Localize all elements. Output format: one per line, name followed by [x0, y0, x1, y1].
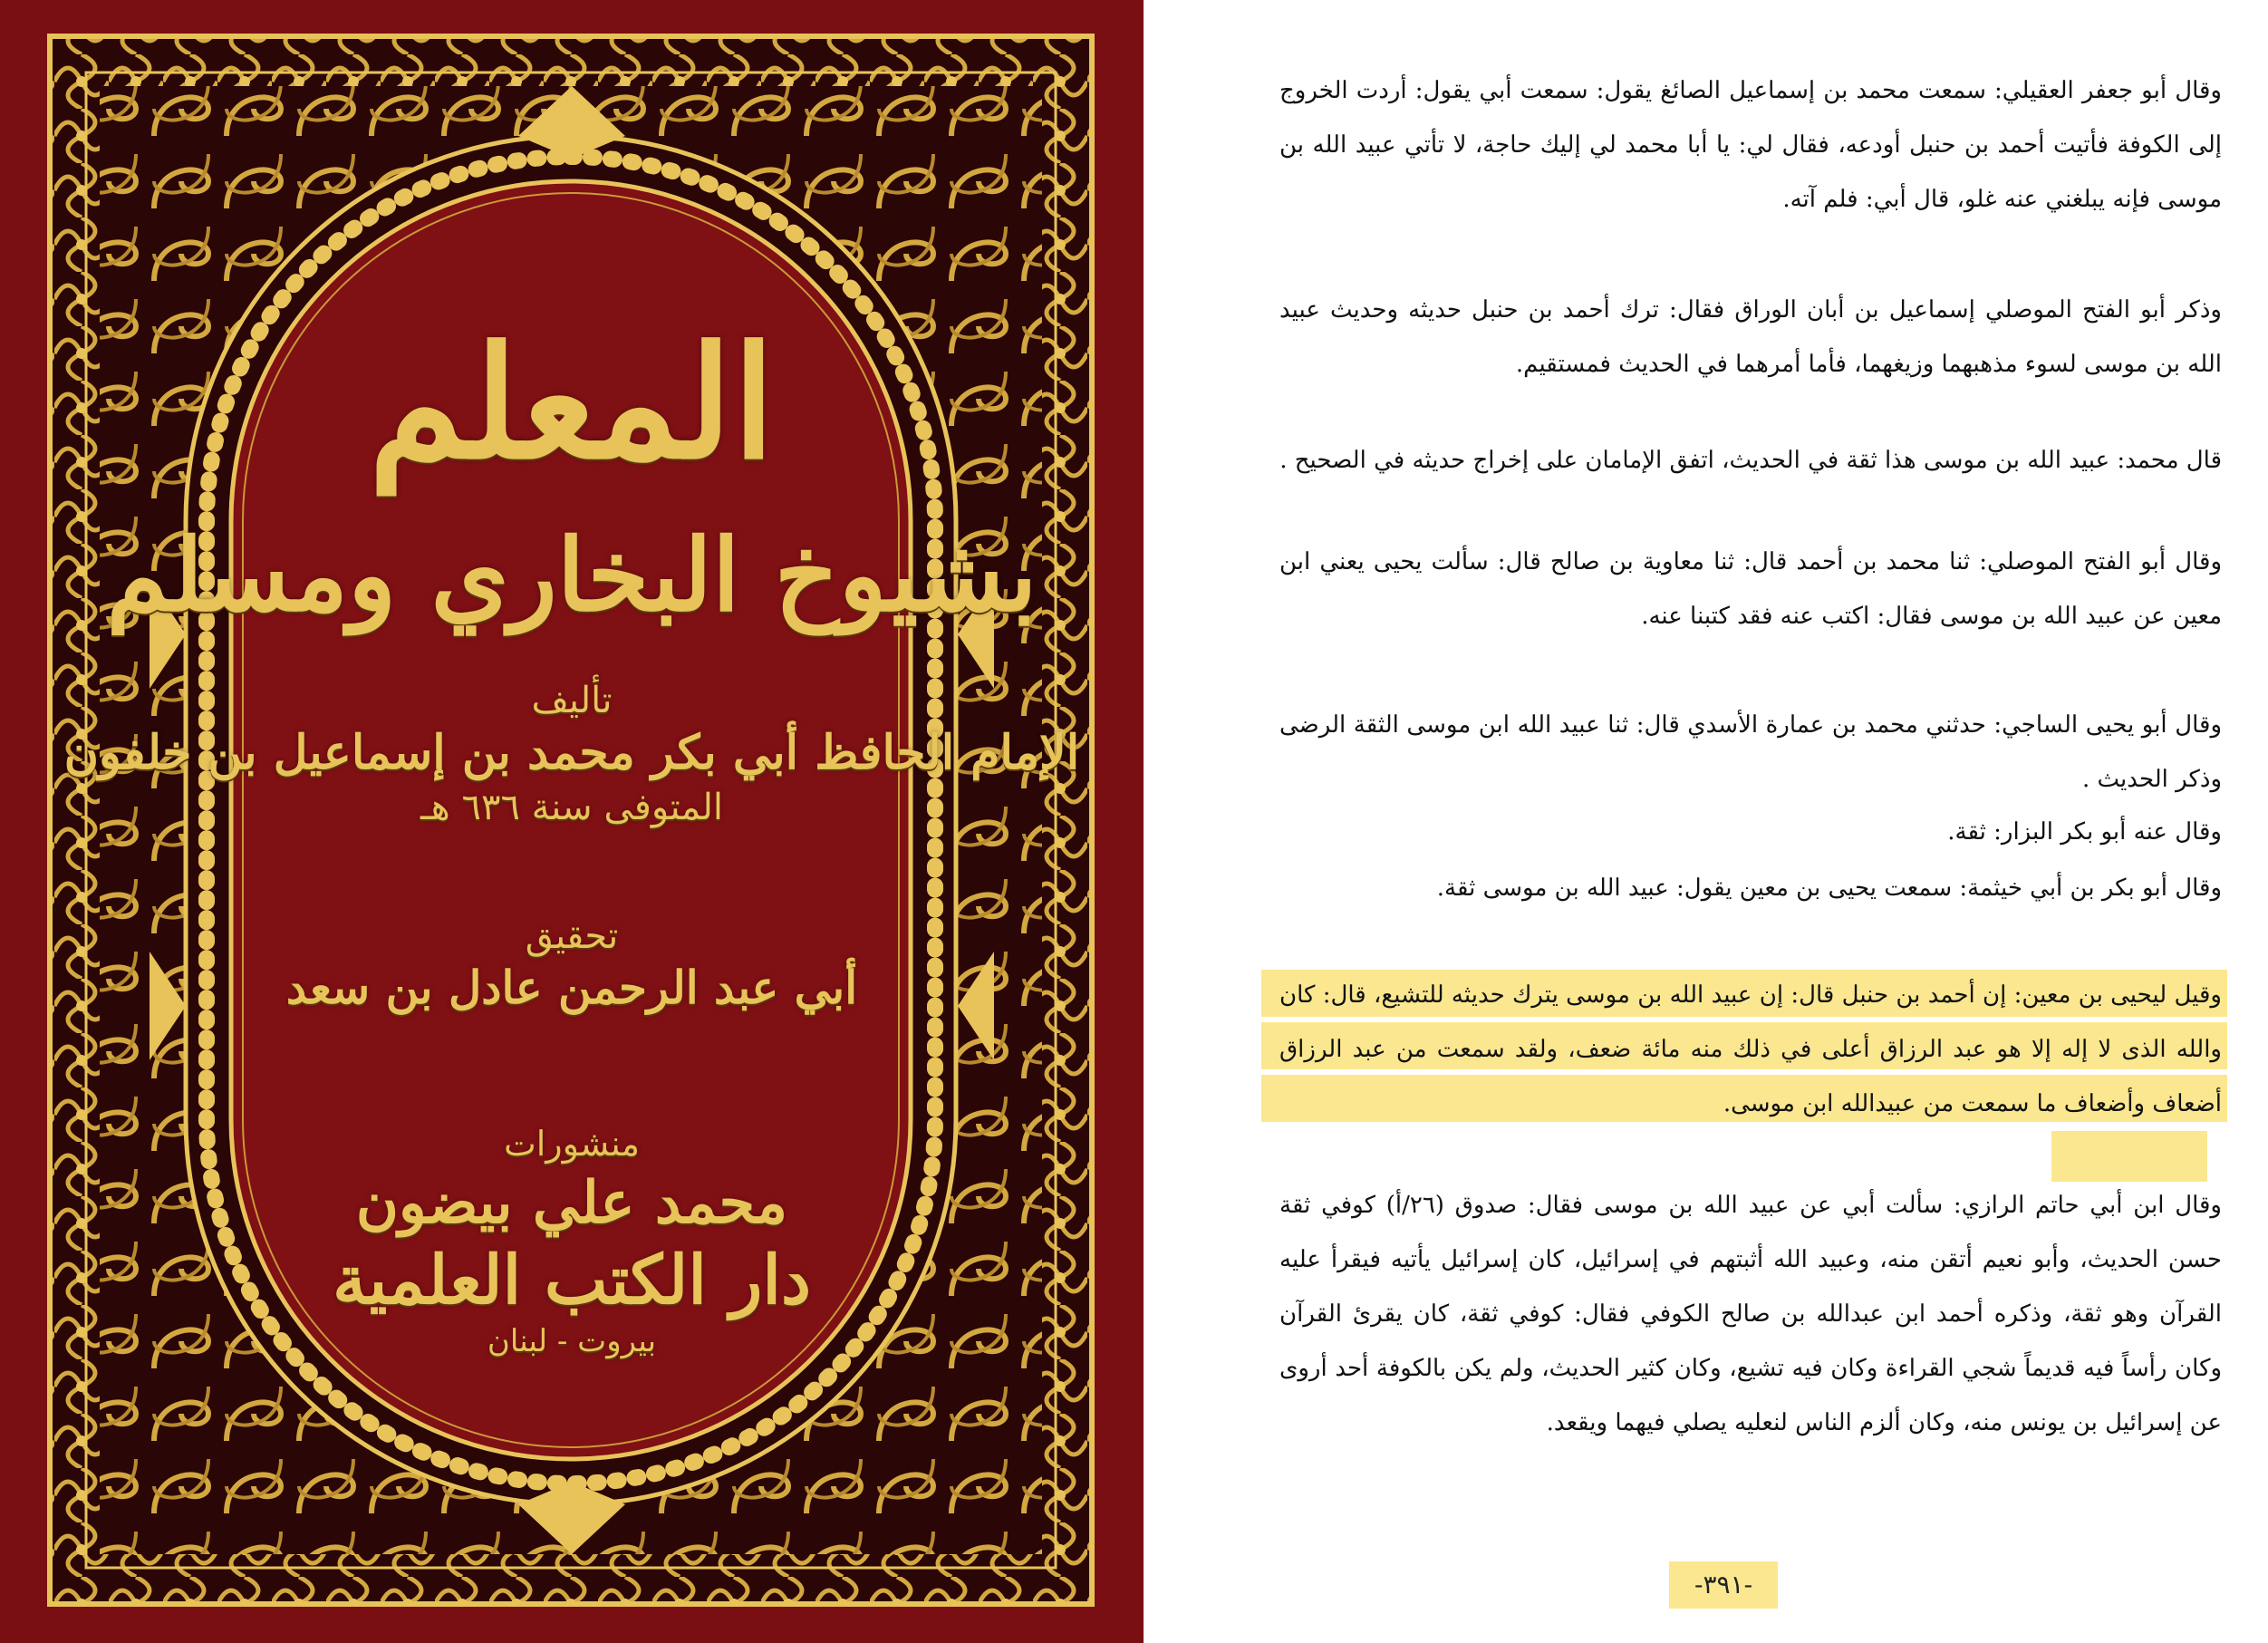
cover-publisher-name: محمد علي بيضون [355, 1169, 788, 1237]
cover-subtitle: بشيوخ البخاري ومسلم [106, 517, 1037, 633]
paragraph: وقال ابن أبي حاتم الرازي: سألت أبي عن عبيد الله بن موسى فقال: صدوق (٢٦/أ) كوفي ثقة حسن الحديث، وأبو نعيم أتقن منه، وعبيد الله أثبتهم في إسرائيل، كان إسرائيل يأتيه فيقرأ عليه القرآن وهو ثقة، وذكره أحمد ابن عبدالله بن صالح الكوفي فقال: كوفي ثقة، كان يقرئ القرآن وكان رأساً فيه قديماً شجي القراءة وكان فيه تشيع، وكان كثير الحديث، ولم يكن بالكوفة أحد أروى عن إسرائيل بن يونس منه، وكان ألزم الناس لنعليه يصلي فيهما ويقعد. [1279, 1192, 2222, 1436]
paragraph: قال محمد: عبيد الله بن موسى هذا ثقة في الحديث، اتفق الإمامان على إخراج حديثه في الصحيح . [1279, 447, 2222, 474]
cover-city: بيروت - لبنان [487, 1323, 657, 1359]
paragraph: وذكر أبو الفتح الموصلي إسماعيل بن أبان الوراق فقال: ترك أحمد بن حنبل حديثه وحديث عبيد الله بن موسى لسوء مذهبهما وزيغهما، فأما أمرهما في الحديث فمستقيم. [1279, 296, 2222, 378]
text-highlight [2051, 1131, 2207, 1182]
cover-publisher-house: دار الكتب العلمية [333, 1242, 811, 1319]
paragraph: وقال أبو بكر بن أبي خيثمة: سمعت يحيى بن معين يقول: عبيد الله بن موسى ثقة. [1436, 875, 2222, 902]
highlighted-paragraph: وقيل ليحيى بن معين: إن أحمد بن حنبل قال: إن عبيد الله بن موسى يترك حديثه للتشيع، قال: كان والله الذى لا إله إلا هو عبد الرزاق أعلى في ذلك منه مائة ضعف، ولقد سمعت من عبد الرزاق أضعاف وأضعاف ما سمعت من عبيدالله ابن موسى. [1279, 981, 2222, 1117]
cover-publications-label: منشورات [503, 1124, 641, 1164]
paragraph: وقال أبو الفتح الموصلي: ثنا محمد بن أحمد قال: ثنا معاوية بن صالح قال: سألت يحيى يعني ابن معين عن عبيد الله بن موسى فقال: اكتب عنه فقد كتبنا عنه. [1279, 548, 2222, 630]
cover-author: الإمام الحافظ أبي بكر محمد بن إسماعيل بن خلفون [63, 725, 1080, 780]
paragraph: وقال أبو يحيى الساجي: حدثني محمد بن عمارة الأسدي قال: ثنا عبيد الله ابن موسى الثقة الرضى وذكر الحديث . [1279, 711, 2222, 793]
cover-death-note: المتوفى سنة ٦٣٦ هـ [420, 787, 724, 828]
cover-verifier: أبي عبد الرحمن عادل بن سعد [285, 961, 858, 1014]
cover-verified-label: تحقيق [525, 915, 619, 957]
paragraph: وقال عنه أبو بكر البزار: ثقة. [1947, 818, 2222, 846]
book-page [1144, 0, 2268, 1643]
cover-authored-label: تأليف [531, 680, 613, 721]
page-number: -٣٩١- [1669, 1561, 1778, 1609]
paragraph: وقال أبو جعفر العقيلي: سمعت محمد بن إسماعيل الصائغ يقول: سمعت أبي يقول: أردت الخروج إلى الكوفة فأتيت أحمد بن حنبل أودعه، فقال لي: يا أبا محمد لي إليك حاجة، لا تأتي عبيد الله بن موسى فإنه يبلغني عنه غلو، قال أبي: فلم آته. [1279, 77, 2222, 213]
cover-title: المعلم [368, 313, 776, 494]
